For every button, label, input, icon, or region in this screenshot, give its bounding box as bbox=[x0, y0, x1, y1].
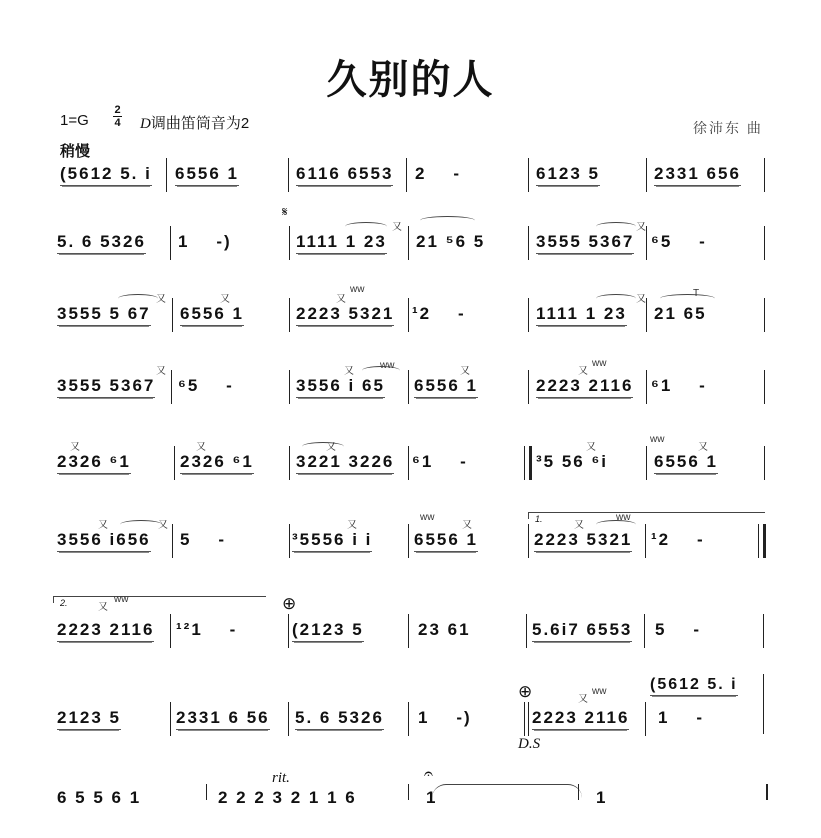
slur bbox=[420, 216, 475, 225]
key-note bbox=[140, 112, 249, 133]
staff-line-2 bbox=[0, 204, 821, 286]
tempo-marking: 稍慢 bbox=[60, 143, 91, 160]
repeat-end-barline bbox=[758, 524, 766, 558]
slur bbox=[596, 294, 636, 303]
time-signature bbox=[113, 104, 122, 129]
measure: 2 - bbox=[415, 164, 462, 183]
ornament-trill-icon: ᴡᴡ bbox=[616, 512, 631, 523]
measure: ³5556 i i bbox=[292, 530, 372, 552]
barline bbox=[172, 298, 173, 332]
barline bbox=[764, 446, 765, 480]
ornament-trill-icon: ᴡᴡ bbox=[420, 512, 435, 523]
final-barline bbox=[762, 784, 768, 800]
volta-2-bracket bbox=[53, 596, 266, 603]
ornament-x-icon: 又 bbox=[196, 442, 206, 453]
measure: 1111 1 23 bbox=[536, 304, 627, 326]
staff-line-8 bbox=[0, 676, 821, 760]
slur bbox=[660, 294, 715, 303]
barline bbox=[528, 298, 529, 332]
staff-line-1 bbox=[0, 158, 821, 218]
measure: 2331 6 56 bbox=[176, 708, 270, 730]
slur bbox=[596, 222, 636, 231]
ornament-x-icon: 又 bbox=[326, 442, 336, 453]
barline bbox=[289, 446, 290, 480]
barline bbox=[408, 226, 409, 260]
measure: ⁶5 - bbox=[178, 376, 234, 395]
measure: ¹²1 - bbox=[176, 620, 238, 639]
measure: 6556 1 bbox=[175, 164, 239, 186]
measure: 2123 5 bbox=[57, 708, 121, 730]
measure: 2331 656 bbox=[654, 164, 741, 186]
key-note-text: 调曲笛筒音为2 bbox=[150, 115, 250, 132]
ornament-x-icon: 又 bbox=[636, 294, 646, 305]
staff-line-4 bbox=[0, 358, 821, 430]
measure: 6123 5 bbox=[536, 164, 600, 186]
slur bbox=[596, 520, 636, 529]
measure: ¹2 - bbox=[651, 530, 705, 549]
ornament-x-icon: 又 bbox=[98, 520, 108, 531]
staff-line-6 bbox=[0, 512, 821, 584]
measure: 2326 ⁶1 bbox=[180, 452, 254, 474]
barline bbox=[206, 784, 207, 800]
measure: 2223 2116 bbox=[57, 620, 154, 642]
barline bbox=[528, 158, 529, 192]
ornament-x-icon: 又 bbox=[220, 294, 230, 305]
barline bbox=[528, 370, 529, 404]
barline bbox=[764, 298, 765, 332]
barline bbox=[763, 614, 764, 648]
slur bbox=[362, 366, 400, 375]
ornament-x-icon: 又 bbox=[578, 694, 588, 705]
measure: 21 ⁵6 5 bbox=[416, 232, 486, 251]
ornament-x-icon: 又 bbox=[156, 366, 166, 377]
volta-2-label: 2. bbox=[60, 598, 68, 608]
measure: 1 bbox=[426, 788, 438, 807]
measure: 5 - bbox=[180, 530, 227, 549]
barline bbox=[408, 784, 409, 800]
measure: 1 -) bbox=[418, 708, 472, 727]
barline bbox=[528, 524, 529, 558]
ornament-x-icon: 又 bbox=[347, 520, 357, 531]
barline bbox=[288, 702, 289, 736]
ornament-x-icon: 又 bbox=[158, 520, 168, 531]
measure: 21 65 bbox=[654, 304, 707, 323]
barline bbox=[170, 226, 171, 260]
barline bbox=[764, 370, 765, 404]
slur bbox=[302, 442, 344, 451]
composer: 徐沛东 曲 bbox=[693, 120, 763, 136]
slur bbox=[118, 294, 158, 303]
barline bbox=[763, 674, 764, 734]
ornament-x-icon: 又 bbox=[636, 222, 646, 233]
barline bbox=[288, 614, 289, 648]
ornament-x-icon: 又 bbox=[698, 442, 708, 453]
slur bbox=[120, 520, 162, 529]
measure: 6116 6553 bbox=[296, 164, 393, 186]
barline bbox=[526, 614, 527, 648]
ornament-x-icon: 又 bbox=[336, 294, 346, 305]
segno-icon: 𝄋 bbox=[282, 204, 288, 219]
ornament-x-icon: 又 bbox=[392, 222, 402, 233]
barline bbox=[171, 370, 172, 404]
barline bbox=[646, 226, 647, 260]
barline bbox=[645, 702, 646, 736]
barline bbox=[170, 702, 171, 736]
barline bbox=[646, 370, 647, 404]
ornament-trill-icon: ᴡᴡ bbox=[592, 358, 607, 369]
repeat-start-barline bbox=[524, 446, 532, 480]
barline bbox=[644, 614, 645, 648]
barline bbox=[170, 614, 171, 648]
barline bbox=[646, 298, 647, 332]
ornament-trill-icon: ᴡᴡ bbox=[380, 360, 395, 371]
measure: 5. 6 5326 bbox=[57, 232, 146, 254]
ornament-trill-icon: ᴡᴡ bbox=[350, 284, 365, 295]
intro-reprise: (5612 5. i bbox=[650, 676, 738, 696]
barline bbox=[528, 226, 529, 260]
measure: 2223 2116 bbox=[536, 376, 633, 398]
coda-icon: ⊕ bbox=[518, 682, 533, 701]
ornament-trill-icon: ᴡᴡ bbox=[592, 686, 607, 697]
coda-icon: ⊕ bbox=[282, 594, 297, 613]
measure: 6 5 5 6 1 bbox=[57, 788, 142, 807]
ornament-x-icon: 又 bbox=[574, 520, 584, 531]
barline bbox=[289, 226, 290, 260]
ornament-trill-icon: ᴡᴡ bbox=[650, 434, 665, 445]
time-signature-bottom: 4 bbox=[114, 117, 121, 129]
measure: 5. 6 5326 bbox=[295, 708, 384, 730]
ornament-x-icon: 又 bbox=[344, 366, 354, 377]
measure: 6556 1 bbox=[654, 452, 718, 474]
measure: 5.6i7 6553 bbox=[532, 620, 632, 642]
barline bbox=[646, 158, 647, 192]
ornament-x-icon: 又 bbox=[462, 520, 472, 531]
measure: ¹2 - bbox=[412, 304, 466, 323]
barline bbox=[408, 702, 409, 736]
slur bbox=[345, 222, 387, 231]
staff-line-3 bbox=[0, 284, 821, 358]
barline bbox=[172, 524, 173, 558]
measure: 2 2 2 3 2 1 1 6 bbox=[218, 788, 357, 807]
measure: ⁶5 - bbox=[651, 232, 707, 251]
measure: ⁶1 - bbox=[651, 376, 707, 395]
ornament-t-icon: T bbox=[693, 288, 700, 299]
measure: (5612 5. i bbox=[60, 164, 152, 186]
barline bbox=[645, 524, 646, 558]
double-barline bbox=[524, 702, 529, 736]
barline bbox=[408, 614, 409, 648]
measure: 3555 5 67 bbox=[57, 304, 151, 326]
ornament-x-icon: 又 bbox=[460, 366, 470, 377]
barline bbox=[578, 784, 579, 800]
time-signature-top: 2 bbox=[114, 104, 121, 116]
measure: 3555 5367 bbox=[57, 376, 155, 398]
ds-marking: D.S bbox=[518, 736, 541, 752]
barline bbox=[646, 446, 647, 480]
measure: 3556 i 65 bbox=[296, 376, 385, 398]
measure: 2223 2116 bbox=[532, 708, 629, 730]
key-signature: 1=G bbox=[60, 112, 89, 129]
barline bbox=[289, 370, 290, 404]
measure: 5 - bbox=[655, 620, 702, 639]
measure: ³5 56 ⁶i bbox=[536, 452, 609, 471]
measure: 23 61 bbox=[418, 620, 471, 639]
barline bbox=[174, 446, 175, 480]
measure: 6556 1 bbox=[414, 530, 478, 552]
fermata-icon: 𝄐 bbox=[424, 766, 433, 783]
measure: 2326 ⁶1 bbox=[57, 452, 131, 474]
barline bbox=[408, 370, 409, 404]
measure: 2223 5321 bbox=[296, 304, 394, 326]
measure: 2223 5321 bbox=[534, 530, 632, 552]
barline bbox=[289, 298, 290, 332]
page-title: 久别的人 bbox=[326, 56, 495, 103]
ornament-x-icon: 又 bbox=[70, 442, 80, 453]
barline bbox=[408, 524, 409, 558]
measure: 1111 1 23 bbox=[296, 232, 387, 254]
ornament-x-icon: 又 bbox=[98, 602, 108, 613]
volta-1-bracket bbox=[528, 512, 765, 519]
volta-1-label: 1. bbox=[535, 514, 543, 524]
ornament-x-icon: 又 bbox=[578, 366, 588, 377]
staff-line-7 bbox=[0, 594, 821, 664]
measure: 6556 1 bbox=[180, 304, 244, 326]
measure: 1 - bbox=[658, 708, 705, 727]
ornament-x-icon: 又 bbox=[586, 442, 596, 453]
staff-line-5 bbox=[0, 434, 821, 506]
barline bbox=[406, 158, 407, 192]
measure: 1 -) bbox=[178, 232, 232, 251]
measure: 3221 3226 bbox=[296, 452, 394, 474]
measure: ⁶1 - bbox=[412, 452, 468, 471]
barline bbox=[288, 158, 289, 192]
barline bbox=[408, 446, 409, 480]
barline bbox=[408, 298, 409, 332]
measure: 6556 1 bbox=[414, 376, 478, 398]
ornament-trill-icon: ᴡᴡ bbox=[114, 594, 129, 605]
measure: 3555 5367 bbox=[536, 232, 634, 254]
staff-line-9 bbox=[0, 766, 821, 838]
rit-marking: rit. bbox=[272, 770, 290, 786]
barline bbox=[166, 158, 167, 192]
ornament-x-icon: 又 bbox=[156, 294, 166, 305]
measure: 1 bbox=[596, 788, 608, 807]
key-note-prefix: D bbox=[140, 116, 151, 132]
barline bbox=[289, 524, 290, 558]
measure: 3556 i656 bbox=[57, 530, 151, 552]
barline bbox=[764, 226, 765, 260]
measure: (2123 5 bbox=[292, 620, 364, 642]
barline bbox=[764, 158, 765, 192]
